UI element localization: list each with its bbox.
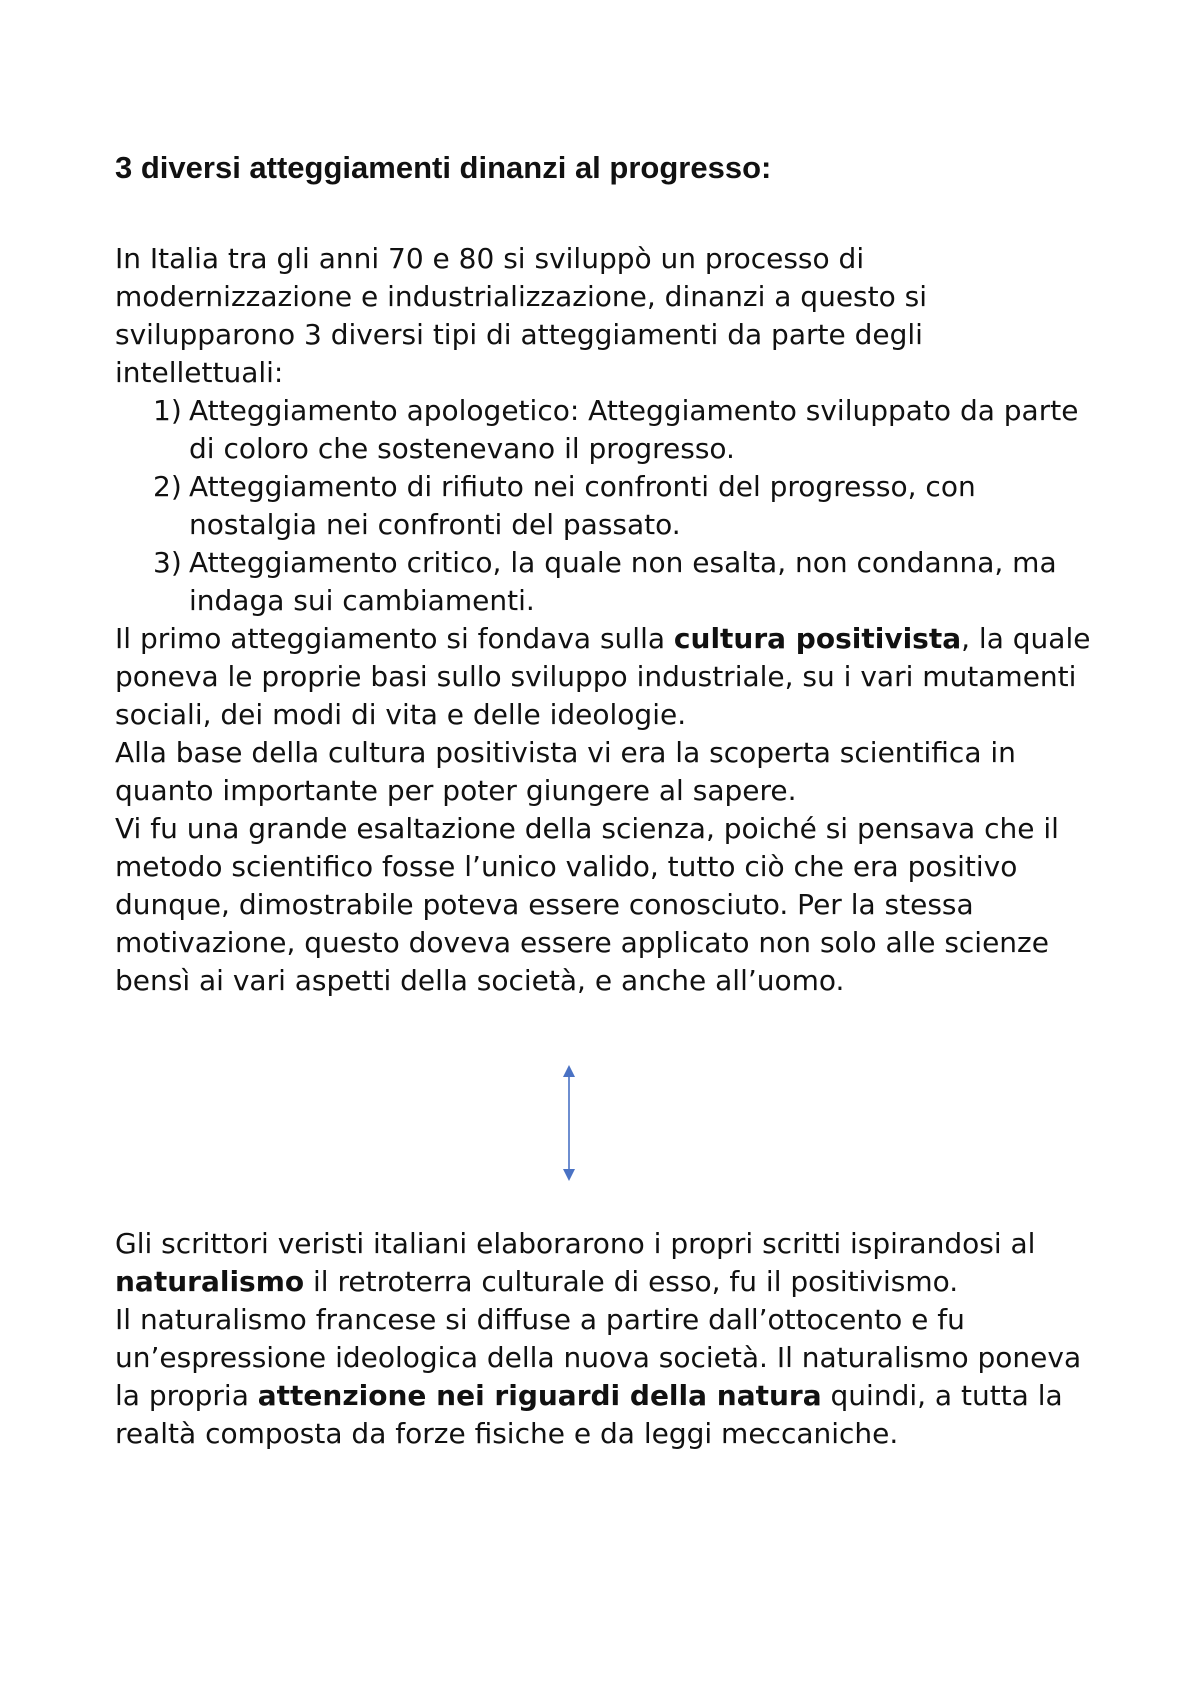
document-title: 3 diversi atteggiamenti dinanzi al progresso: — [115, 150, 772, 185]
bold-term: attenzione nei riguardi della natura — [257, 1379, 822, 1412]
list-item-text: Atteggiamento apologetico: Atteggiamento sviluppato da parte di coloro che sostenevano il progresso. — [189, 394, 1079, 465]
list-item — [115, 468, 1095, 544]
list-number: 2) — [153, 470, 182, 503]
double-headed-vertical-arrow-icon — [562, 1065, 576, 1181]
base-paragraph: Alla base della cultura positivista vi era la scoperta scientifica in quanto importante per poter giungere al sapere. — [115, 736, 1016, 807]
text-run: quindi, a tutta la realtà composta da forze fisiche e da leggi meccaniche. — [115, 1379, 1063, 1450]
bold-term: naturalismo — [115, 1265, 305, 1298]
list-item-text: Atteggiamento critico, la quale non esalta, non condanna, ma indaga sui cambiamenti. — [189, 546, 1057, 617]
list-item — [115, 544, 1095, 620]
text-run: , la quale poneva le proprie basi sullo sviluppo industriale, su i vari mutamenti sociali, dei modi di vita e delle ideologie. — [115, 622, 1091, 731]
body-section-1 — [115, 240, 1095, 1000]
scienza-paragraph: Vi fu una grande esaltazione della scienza, poiché si pensava che il metodo scientifico fosse l’unico valido, tutto ciò che era positivo dunque, dimostrabile poteva essere conosciuto. Per la stessa motivazione, questo doveva essere applicato non solo alle scienze bensì ai vari aspetti della società, e anche all’uomo. — [115, 812, 1059, 997]
bold-term: cultura positivista — [673, 622, 962, 655]
intro-paragraph: In Italia tra gli anni 70 e 80 si sviluppò un processo di modernizzazione e industrializzazione, dinanzi a questo si svilupparono 3 diversi tipi di atteggiamenti da parte degli intellettuali: — [115, 242, 928, 389]
text-run: Il naturalismo francese si diffuse a partire dall’ottocento e fu un’espressione ideologica della nuova società. Il naturalismo poneva la propria — [115, 1303, 1082, 1412]
list-item — [115, 392, 1095, 468]
list-number: 3) — [153, 546, 182, 579]
text-run: Gli scrittori veristi italiani elaborarono i propri scritti ispirandosi al — [115, 1227, 1036, 1260]
naturalismo-paragraph — [115, 1301, 1095, 1453]
list-number: 1) — [153, 394, 182, 427]
veristi-paragraph — [115, 1225, 1095, 1301]
list-item-text: Atteggiamento di rifiuto nei confronti del progresso, con nostalgia nei confronti del passato. — [189, 470, 976, 541]
body-section-2 — [115, 1225, 1095, 1453]
text-run: Il primo atteggiamento si fondava sulla — [115, 622, 674, 655]
text-run: il retroterra culturale di esso, fu il positivismo. — [304, 1265, 959, 1298]
positivismo-paragraph — [115, 620, 1095, 734]
attitudes-list — [115, 392, 1095, 620]
